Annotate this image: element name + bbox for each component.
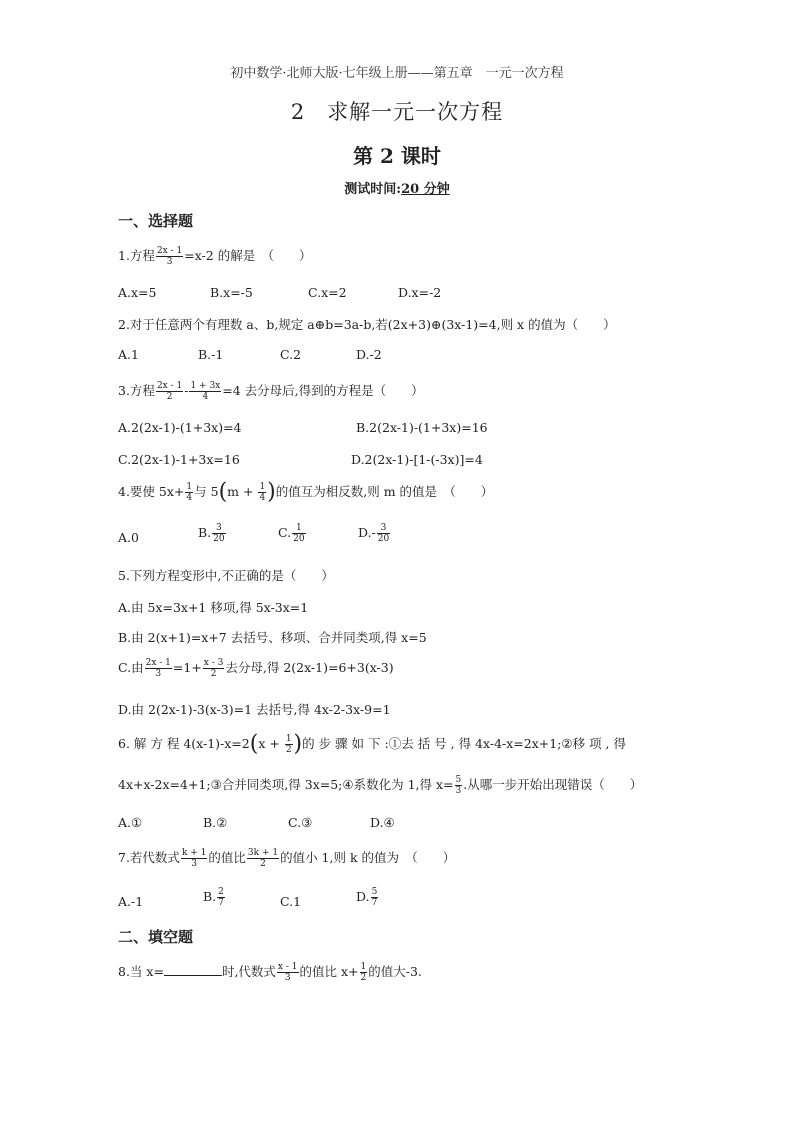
q7-option-a[interactable]: A.-1 xyxy=(118,894,144,909)
test-time: 测试时间:20 分钟 xyxy=(344,182,450,197)
section-fill-in: 二、填空题 xyxy=(118,928,194,946)
q6-option-b[interactable]: B.② xyxy=(203,815,228,830)
q3-option-c[interactable]: C.2(2x-1)-1+3x=16 xyxy=(118,452,240,467)
q2-option-a[interactable]: A.1 xyxy=(118,347,139,362)
section-multiple-choice: 一、选择题 xyxy=(118,212,194,230)
answer-blank[interactable] xyxy=(164,963,222,976)
q5-option-c[interactable]: C.由 $\frac{2x - 1}{3}$ =1+ $\frac{x - 3}{2}$ 去分母,得 2(2x-1)=6+3(x-3) xyxy=(118,658,394,679)
q7-option-b[interactable]: B. $\frac{2}{7}$ xyxy=(203,887,224,908)
q6-option-c[interactable]: C.③ xyxy=(288,815,313,830)
q3-option-a[interactable]: A.2(2x-1)-(1+3x)=4 xyxy=(118,420,242,435)
question-2: 2.对于任意两个有理数 a、b,规定 a⊕b=3a-b,若(2x+3)⊕(3x-1)=4,则 x 的值为（ ） xyxy=(118,317,616,332)
page-header: 初中数学·北师大版·七年级上册——第五章 一元一次方程 xyxy=(230,66,564,81)
page-title: 2 求解一元一次方程 xyxy=(290,100,504,124)
question-3: 3.方程 $\frac{2x - 1}{2}$ - $\frac{1 + 3x}{4}$ =4 去分母后,得到的方程是（ ） xyxy=(118,381,424,402)
q7-option-c[interactable]: C.1 xyxy=(280,894,302,909)
q6-option-a[interactable]: A.① xyxy=(118,815,143,830)
q7-option-d[interactable]: D. $\frac{5}{7}$ xyxy=(356,887,378,908)
q4-option-a[interactable]: A.0 xyxy=(118,530,139,545)
q4-option-b[interactable]: B. $\frac{3}{20}$ xyxy=(198,523,225,544)
question-8: 8.当 x= 时,代数式 $\frac{x - 1}{3}$ 的值比 x+ $\frac{1}{2}$ 的值大-3. xyxy=(118,962,422,983)
question-4: 4.要使 5x+ $\frac{1}{4}$ 与 5(m + $\frac{1}{4}$ )的值互为相反数,则 m 的值是 （ ） xyxy=(118,479,494,505)
q6-option-d[interactable]: D.④ xyxy=(370,815,395,830)
q5-option-b[interactable]: B.由 2(x+1)=x+7 去括号、移项、合并同类项,得 x=5 xyxy=(118,630,427,645)
q3-option-d[interactable]: D.2(2x-1)-[1-(-3x)]=4 xyxy=(351,452,483,467)
q5-option-a[interactable]: A.由 5x=3x+1 移项,得 5x-3x=1 xyxy=(118,600,309,615)
q4-option-d[interactable]: D.- $\frac{3}{20}$ xyxy=(358,523,390,544)
q2-option-c[interactable]: C.2 xyxy=(280,347,302,362)
question-6-line-1: 6. 解 方 程 4(x-1)-x=2(x + $\frac{1}{2}$ )的 步 骤 如 下 :①去 括 号 , 得 4x-4-x=2x+1;②移 项 , 得 xyxy=(118,731,627,757)
q1-option-a[interactable]: A.x=5 xyxy=(118,285,157,300)
q1-option-b[interactable]: B.x=-5 xyxy=(210,285,253,300)
question-7: 7.若代数式 $\frac{k + 1}{3}$ 的值比 $\frac{3k + 1}{2}$ 的值小 1,则 k 的值为 （ ） xyxy=(118,848,456,869)
q5-option-d[interactable]: D.由 2(2x-1)-3(x-3)=1 去括号,得 4x-2-3x-9=1 xyxy=(118,702,391,717)
q2-option-b[interactable]: B.-1 xyxy=(198,347,224,362)
lesson-subtitle: 第 2 课时 xyxy=(353,144,441,168)
q2-option-d[interactable]: D.-2 xyxy=(356,347,382,362)
q1-option-c[interactable]: C.x=2 xyxy=(308,285,347,300)
q4-option-c[interactable]: C. $\frac{1}{20}$ xyxy=(278,523,305,544)
q3-option-b[interactable]: B.2(2x-1)-(1+3x)=16 xyxy=(356,420,488,435)
fraction: $\frac{2x - 1}{3}$ xyxy=(156,246,183,267)
question-5: 5.下列方程变形中,不正确的是（ ） xyxy=(118,568,334,583)
question-1: 1.方程 $\frac{2x - 1}{3}$ =x-2 的解是 （ ） xyxy=(118,246,312,267)
q1-option-d[interactable]: D.x=-2 xyxy=(398,285,442,300)
question-6-line-2: 4x+x-2x=4+1;③合并同类项,得 3x=5;④系数化为 1,得 x= $\frac{5}{3}$ .从哪一步开始出现错误（ ） xyxy=(118,775,643,796)
